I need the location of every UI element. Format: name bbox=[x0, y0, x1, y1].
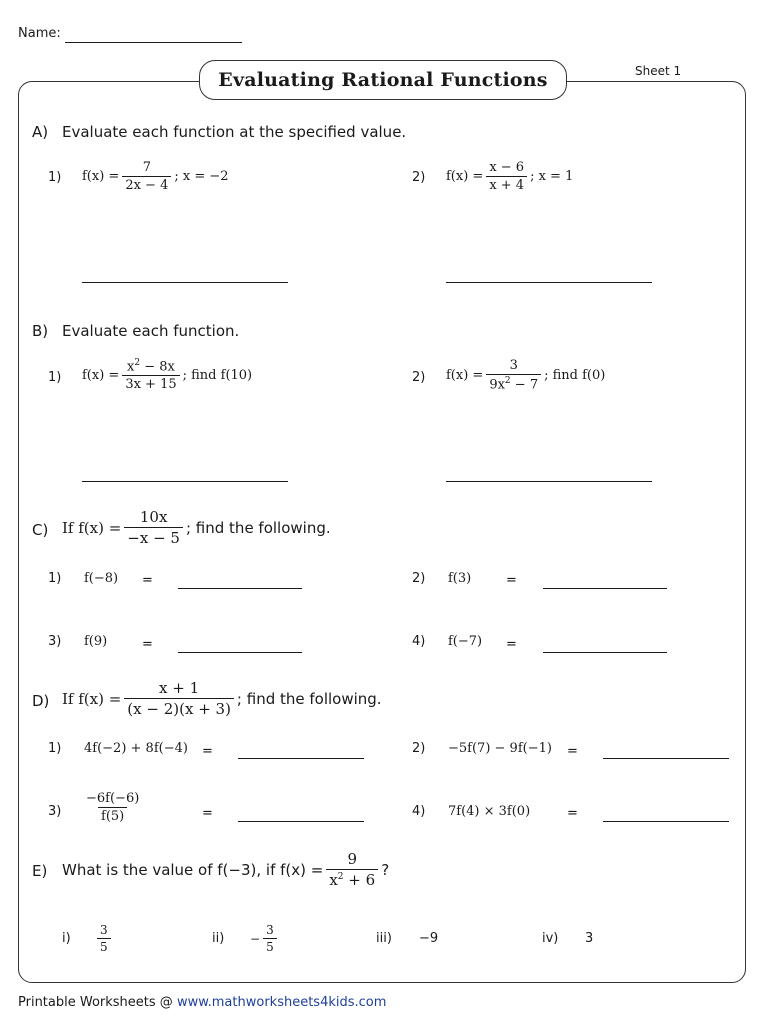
section-c-function: If f(x) = $\frac{10x}{-x - 5}$ ; find the following. bbox=[62, 508, 331, 547]
c3-expression: f(9) bbox=[84, 634, 108, 649]
c2-number: 2) bbox=[412, 571, 426, 586]
section-b-label: B) bbox=[32, 322, 49, 340]
d2-answer-line[interactable] bbox=[603, 758, 729, 759]
d3-answer-line[interactable] bbox=[238, 821, 364, 822]
section-a-instruction: Evaluate each function at the specified value. bbox=[62, 123, 407, 141]
c4-number: 4) bbox=[412, 634, 426, 649]
option-iv-label: iv) bbox=[542, 931, 559, 946]
c4-equals: = bbox=[506, 637, 517, 652]
b1-number: 1) bbox=[48, 370, 62, 385]
d3-number: 3) bbox=[48, 804, 62, 819]
sheet-label: Sheet 1 bbox=[635, 64, 682, 78]
footer-text: Printable Worksheets @ bbox=[18, 995, 177, 1010]
d1-number: 1) bbox=[48, 741, 62, 756]
section-c-label: C) bbox=[32, 521, 49, 539]
section-b-instruction: Evaluate each function. bbox=[62, 322, 240, 340]
d4-answer-line[interactable] bbox=[603, 821, 729, 822]
c2-expression: f(3) bbox=[448, 571, 472, 586]
section-a-label: A) bbox=[32, 123, 49, 141]
d2-equals: = bbox=[567, 744, 578, 759]
d4-equals: = bbox=[567, 806, 578, 821]
d1-equals: = bbox=[202, 744, 213, 759]
a2-expression: f(x) = $\frac{x - 6}{x + 4}$ ; x = 1 bbox=[446, 160, 574, 193]
c4-expression: f(−7) bbox=[448, 634, 483, 649]
a1-number: 1) bbox=[48, 170, 62, 185]
c2-equals: = bbox=[506, 573, 517, 588]
d3-equals: = bbox=[202, 806, 213, 821]
c1-expression: f(−8) bbox=[84, 571, 119, 586]
name-field-line[interactable] bbox=[65, 42, 242, 43]
a1-expression: f(x) = $\frac{7}{2x - 4}$ ; x = −2 bbox=[82, 160, 229, 193]
d3-expression: $\frac{-6f(-6)}{f(5)}$ bbox=[86, 791, 140, 824]
d1-expression: 4f(−2) + 8f(−4) bbox=[84, 741, 188, 756]
a1-answer-line[interactable] bbox=[82, 282, 288, 283]
option-iv-value[interactable]: 3 bbox=[585, 931, 594, 946]
option-ii-label: ii) bbox=[212, 931, 225, 946]
a2-answer-line[interactable] bbox=[446, 282, 652, 283]
option-iii-value[interactable]: −9 bbox=[419, 931, 439, 946]
page-title: Evaluating Rational Functions bbox=[199, 60, 567, 100]
d2-expression: −5f(7) − 9f(−1) bbox=[448, 741, 552, 756]
c4-answer-line[interactable] bbox=[543, 652, 667, 653]
c3-number: 3) bbox=[48, 634, 62, 649]
footer bbox=[18, 995, 386, 1010]
section-e-question: What is the value of f(−3), if f(x) = $\frac{9}{x^2 + 6}$ ? bbox=[62, 850, 390, 889]
option-i-value[interactable]: $\frac{3}{5}$ bbox=[94, 923, 114, 954]
d2-number: 2) bbox=[412, 741, 426, 756]
d1-answer-line[interactable] bbox=[238, 758, 364, 759]
c2-answer-line[interactable] bbox=[543, 588, 667, 589]
option-iii-label: iii) bbox=[376, 931, 392, 946]
b2-number: 2) bbox=[412, 370, 426, 385]
c1-number: 1) bbox=[48, 571, 62, 586]
name-label: Name: bbox=[18, 26, 61, 41]
c1-equals: = bbox=[142, 573, 153, 588]
c3-answer-line[interactable] bbox=[178, 652, 302, 653]
section-d-label: D) bbox=[32, 692, 50, 710]
option-i-label: i) bbox=[62, 931, 71, 946]
b2-expression: f(x) = $\frac{3}{9x^2 - 7}$ ; find f(0) bbox=[446, 358, 606, 393]
b2-answer-line[interactable] bbox=[446, 481, 652, 482]
option-ii-value[interactable]: − $\frac{3}{5}$ bbox=[250, 923, 280, 954]
c1-answer-line[interactable] bbox=[178, 588, 302, 589]
a2-number: 2) bbox=[412, 170, 426, 185]
d4-number: 4) bbox=[412, 804, 426, 819]
footer-link[interactable]: www.mathworksheets4kids.com bbox=[176, 995, 387, 1010]
b1-expression: f(x) = $\frac{x^2 - 8x}{3x + 15}$ ; find f(10) bbox=[82, 358, 253, 393]
d4-expression: 7f(4) × 3f(0) bbox=[448, 804, 531, 819]
section-d-function: If f(x) = $\frac{x + 1}{(x - 2)(x + 3)}$ ; find the following. bbox=[62, 679, 382, 718]
section-e-label: E) bbox=[32, 862, 48, 880]
c3-equals: = bbox=[142, 637, 153, 652]
b1-answer-line[interactable] bbox=[82, 481, 288, 482]
